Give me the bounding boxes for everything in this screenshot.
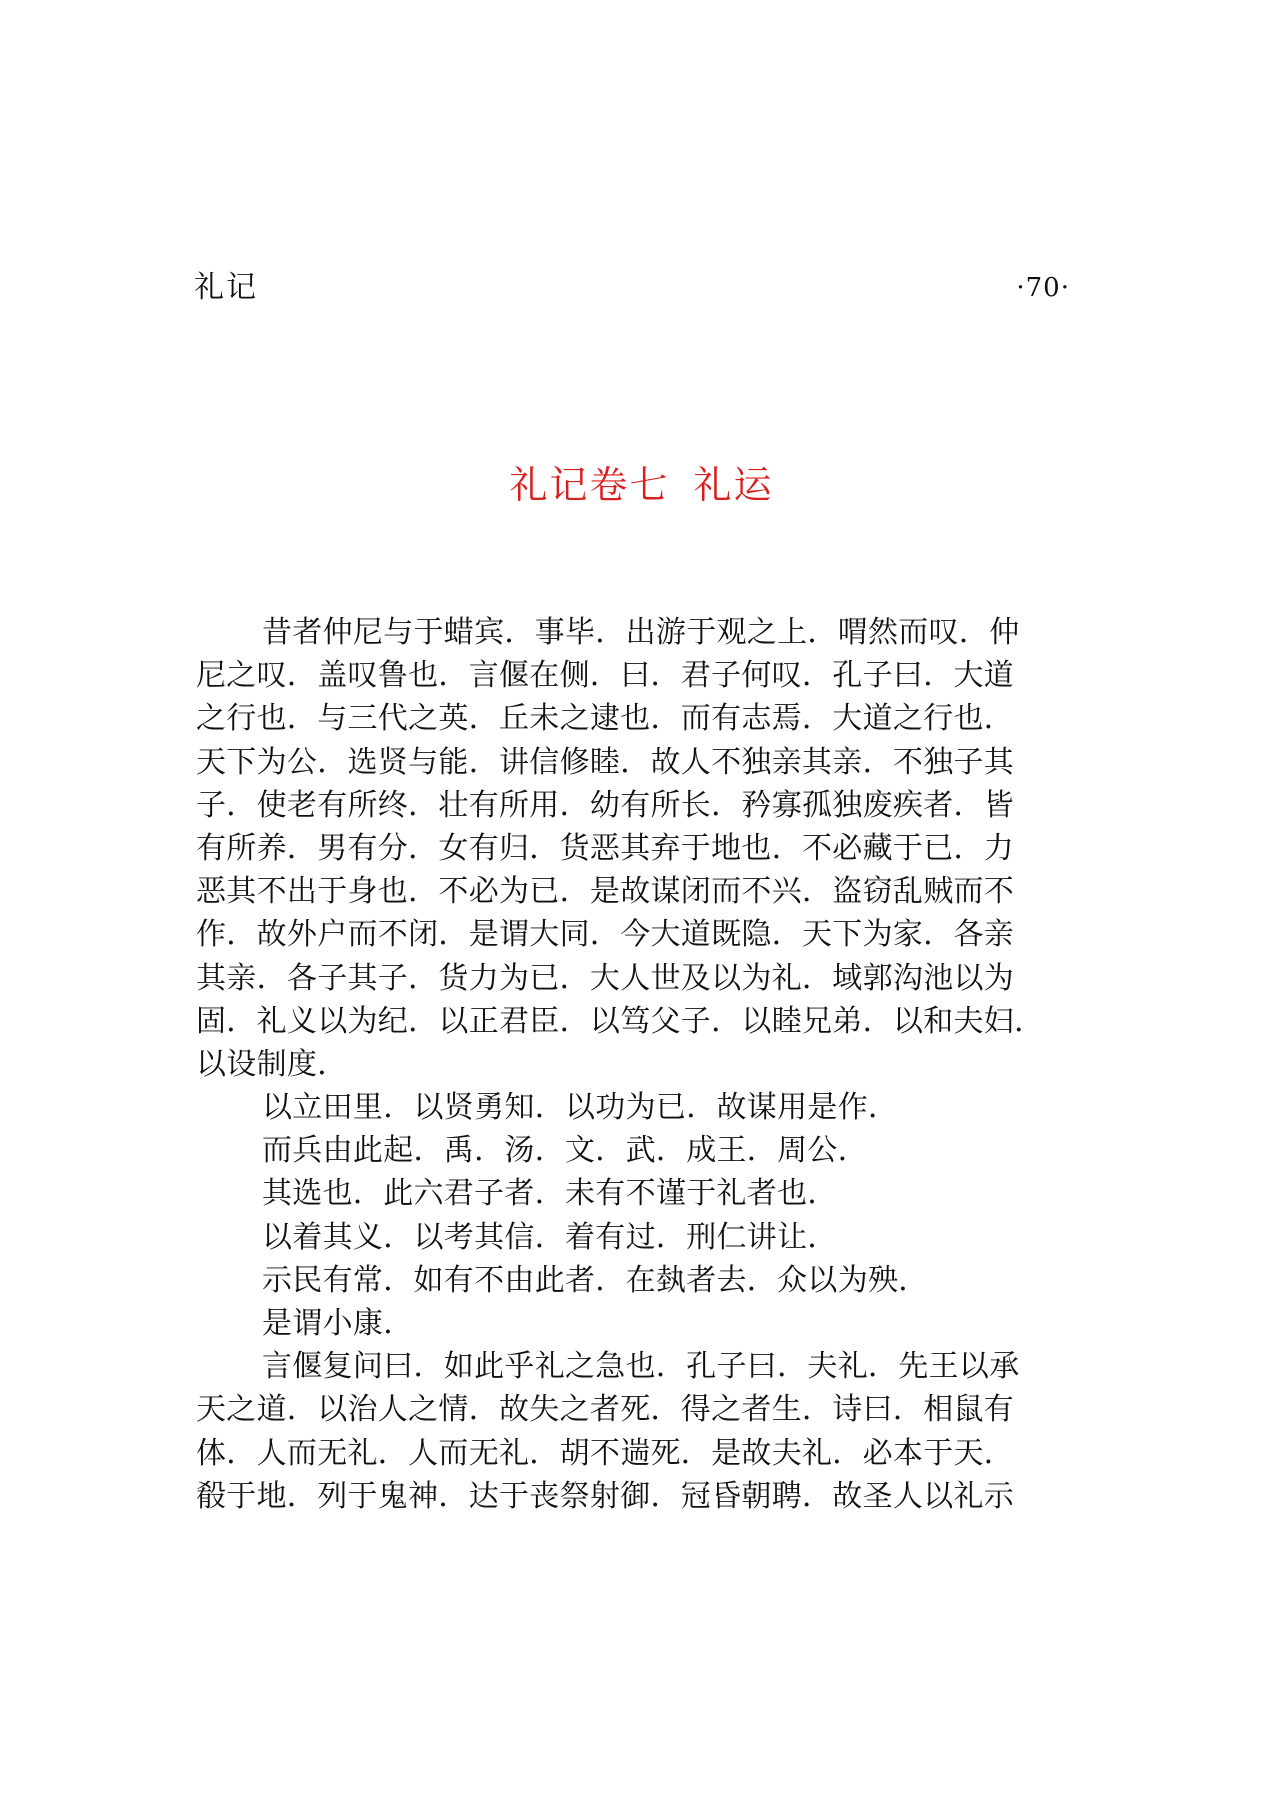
text-line: 以设制度． bbox=[196, 1046, 348, 1082]
chapter-title-volume: 礼记卷七 bbox=[509, 463, 670, 507]
body-text bbox=[196, 611, 1116, 1518]
text-line: 其亲．各子其子．货力为已．大人世及以为礼．域郭沟池以为 bbox=[196, 960, 1015, 996]
text-line: 固．礼义以为纪．以正君臣．以笃父子．以睦兄弟．以和夫妇． bbox=[196, 1003, 1045, 1039]
text-line: 体．人而无礼．人而无礼．胡不遄死．是故夫礼．必本于天． bbox=[196, 1435, 1015, 1471]
book-name: 礼记 bbox=[194, 270, 258, 305]
text-line: 昔者仲尼与于蜡宾．事毕．出游于观之上．喟然而叹．仲 bbox=[262, 615, 1020, 650]
text-line: 是谓小康． bbox=[262, 1306, 414, 1341]
text-line: 子．使老有所终．壮有所用．幼有所长．矜寡孤独废疾者．皆 bbox=[196, 787, 1015, 823]
running-header bbox=[194, 268, 1084, 308]
chapter-title-section: 礼运 bbox=[693, 463, 774, 507]
text-line: 恶其不出于身也．不必为已．是故谋闭而不兴．盗窃乱贼而不 bbox=[196, 874, 1015, 910]
text-line: 言偃复问曰．如此乎礼之急也．孔子曰．夫礼．先王以承 bbox=[262, 1349, 1020, 1385]
text-line: 之行也．与三代之英．丘未之逮也．而有志焉．大道之行也． bbox=[196, 701, 1015, 737]
text-line: 作．故外户而不闭．是谓大同．今大道既隐．天下为家．各亲 bbox=[196, 917, 1015, 953]
text-line: 天之道．以治人之情．故失之者死．得之者生．诗曰．相鼠有 bbox=[196, 1392, 1015, 1428]
text-line: 以着其义．以考其信．着有过．刑仁讲让． bbox=[262, 1219, 838, 1255]
text-line: 示民有常．如有不由此者．在埶者去．众以为殃． bbox=[262, 1262, 929, 1298]
text-line: 以立田里．以贤勇知．以功为已．故谋用是作． bbox=[262, 1090, 899, 1126]
chapter-title bbox=[0, 460, 1283, 510]
text-line: 其选也．此六君子者．未有不谨于礼者也． bbox=[262, 1176, 838, 1212]
text-line: 天下为公．选贤与能．讲信修睦．故人不独亲其亲．不独子其 bbox=[196, 744, 1015, 780]
text-line: 有所养．男有分．女有归．货恶其弃于地也．不必藏于已．力 bbox=[196, 830, 1015, 866]
text-line: 殽于地．列于鬼神．达于丧祭射御．冠昏朝聘．故圣人以礼示 bbox=[196, 1478, 1015, 1514]
text-line: 而兵由此起．禹．汤．文．武．成王．周公． bbox=[262, 1133, 868, 1169]
page-number: ·70· bbox=[1016, 273, 1070, 303]
text-line: 尼之叹．盖叹鲁也．言偃在侧．曰．君子何叹．孔子曰．大道 bbox=[196, 658, 1015, 694]
